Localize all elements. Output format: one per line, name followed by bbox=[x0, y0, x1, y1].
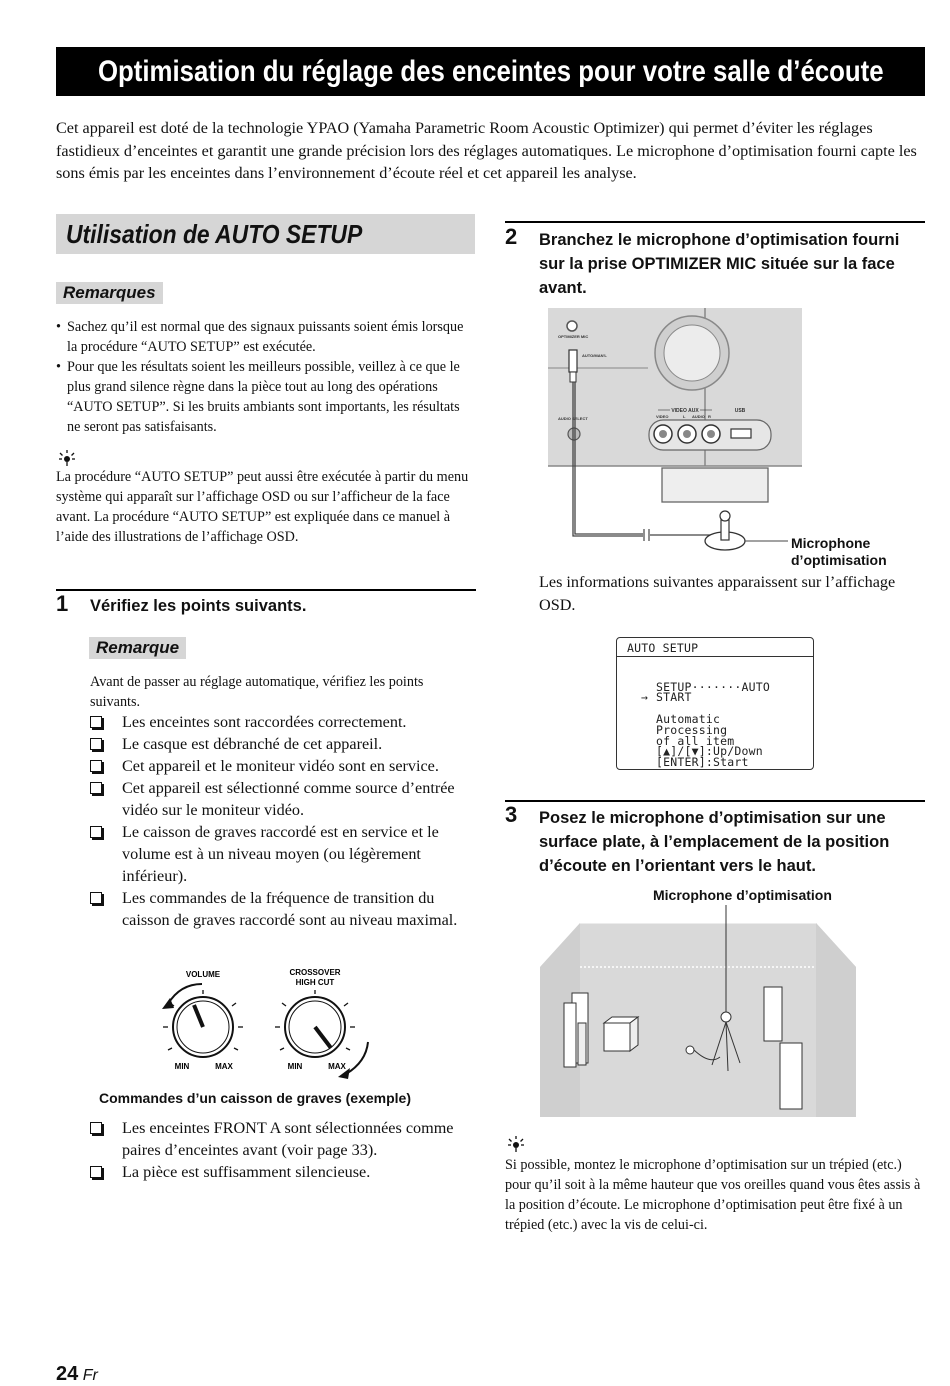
checklist-item bbox=[88, 755, 478, 777]
checklist-text: Les enceintes FRONT A sont sélectionnées comme paires d’enceintes avant (voir page 33). bbox=[122, 1119, 454, 1159]
remarque-text: Avant de passer au réglage automatique, vérifiez les points suivants. bbox=[90, 674, 424, 710]
checklist-text: Cet appareil est sélectionné comme source d’entrée vidéo sur le moniteur vidéo. bbox=[122, 779, 455, 819]
checklist-text: Les commandes de la fréquence de transition du caisson de graves raccordé sont au niveau maximal. bbox=[122, 889, 458, 929]
page-number bbox=[56, 1363, 98, 1386]
checkbox-icon bbox=[90, 1166, 102, 1178]
tip-text: La procédure “AUTO SETUP” peut aussi être exécutée à partir du menu système qui apparaît sur l’affichage OSD ou sur l’afficheur de la face avant. La procédure “AUTO SETUP” est expliquée dans ce manuel à l’aide des illustrations de l’affichage OSD. bbox=[56, 469, 469, 545]
osd-line: START bbox=[656, 690, 692, 704]
remarques-list bbox=[56, 317, 476, 437]
osd-screen bbox=[616, 637, 814, 770]
osd-header: AUTO SETUP bbox=[627, 641, 699, 655]
crossover-max-label: MAX bbox=[328, 1062, 346, 1071]
crossover-label: CROSSOVER bbox=[289, 968, 341, 977]
mic-label: Microphone d’optimisation bbox=[653, 887, 832, 903]
checklist bbox=[88, 711, 478, 931]
speaker-icon bbox=[604, 1017, 638, 1051]
checklist-item bbox=[88, 821, 478, 887]
speaker-icon bbox=[764, 987, 782, 1041]
checklist-item bbox=[88, 711, 478, 733]
checklist-item bbox=[88, 777, 478, 821]
osd-line: [ENTER]:Start bbox=[656, 755, 749, 769]
audio-select-label: AUDIO SELECT bbox=[558, 416, 588, 421]
checklist-item bbox=[88, 1161, 478, 1183]
l-label: L bbox=[683, 414, 686, 419]
knobs-caption: Commandes d’un caisson de graves (exemple) bbox=[99, 1090, 411, 1106]
tip-text: Si possible, montez le microphone d’optimisation sur un trépied (etc.) pour qu’il soit à la même hauteur que vos oreilles quand vous êtes assis à la position d’écoute. Le microphone d’optimisation peut être fixé à un trépied (etc.) avec la vis de celui-ci. bbox=[505, 1157, 921, 1233]
section-title: Utilisation de AUTO SETUP bbox=[66, 218, 363, 249]
checklist-text: Le casque est débranché de cet appareil. bbox=[122, 735, 383, 753]
checkbox-icon bbox=[90, 892, 102, 904]
page-number-value: 24 bbox=[56, 1363, 79, 1385]
mic-callout bbox=[791, 535, 887, 569]
intro-paragraph: Cet appareil est doté de la technologie YPAO (Yamaha Parametric Room Acoustic Optimizer) qui permet d’éviter les réglages fastidieux d’enceintes et garantit une grande précision lors des réglages automatiques. Le microphone d’optimisation fourni capte les sons émis par les enceintes dans l’environnement d’écoute réel et cet appareil les analyse. bbox=[56, 119, 917, 182]
step-divider bbox=[505, 800, 925, 802]
speaker-icon bbox=[564, 993, 588, 1067]
osd-line: Processing bbox=[656, 723, 728, 737]
step-number: 3 bbox=[505, 802, 518, 827]
auto-manual-label: AUTO/MAN'L bbox=[582, 353, 607, 358]
optimizer-mic-label: OPTIMIZER MIC bbox=[558, 334, 589, 339]
page-language: Fr bbox=[82, 1367, 98, 1384]
page-title-bar bbox=[56, 47, 925, 96]
checkbox-icon bbox=[90, 782, 102, 794]
step-divider bbox=[505, 221, 925, 223]
checklist-2 bbox=[88, 1117, 478, 1183]
r-label: R bbox=[708, 414, 711, 419]
step-number: 2 bbox=[505, 224, 518, 249]
video-aux-label: VIDEO AUX bbox=[671, 408, 699, 414]
checkbox-icon bbox=[90, 738, 102, 750]
av-jacks bbox=[654, 425, 720, 443]
remarque-heading bbox=[89, 638, 186, 658]
speaker-icon bbox=[780, 1043, 802, 1109]
osd-line: of all item bbox=[656, 734, 735, 748]
volume-min-label: MIN bbox=[174, 1062, 190, 1071]
checklist-item bbox=[88, 1117, 478, 1161]
room-illustration bbox=[540, 905, 856, 1117]
checkbox-icon bbox=[90, 826, 102, 838]
osd-line: [▲]/[▼]:Up/Down bbox=[656, 744, 763, 758]
tip-icon bbox=[507, 1135, 525, 1157]
checklist-item bbox=[88, 887, 478, 931]
volume-label: VOLUME bbox=[185, 970, 221, 979]
subwoofer-knobs-illustration bbox=[140, 962, 390, 1080]
section-header bbox=[56, 214, 475, 254]
page-title: Optimisation du réglage des enceintes pour votre salle d’écoute bbox=[97, 54, 884, 88]
checklist-text: Les enceintes sont raccordées correctement. bbox=[122, 713, 407, 731]
remarques-item: • Sachez qu’il est normal que des signaux puissants soient émis lorsque la procédure “AUTO SETUP” est exécutée. bbox=[56, 317, 476, 357]
checklist-text: Cet appareil et le moniteur vidéo sont en service. bbox=[122, 757, 439, 775]
highcut-label: HIGH CUT bbox=[295, 978, 335, 987]
checkbox-icon bbox=[90, 716, 102, 728]
step-title: Posez le microphone d’optimisation sur une surface plate, à l’emplacement de la position d’écoute en l’orientant vers le haut. bbox=[539, 809, 890, 875]
checklist-text: Le caisson de graves raccordé est en service et le volume est à un niveau moyen (ou légèrement inférieur). bbox=[122, 823, 439, 885]
step-title: Vérifiez les points suivants. bbox=[90, 597, 307, 615]
microphone-icon bbox=[705, 511, 745, 550]
step2-after-text: Les informations suivantes apparaissent sur l’affichage OSD. bbox=[539, 573, 896, 614]
remarques-heading bbox=[56, 283, 163, 303]
mic-callout-line: Microphone bbox=[791, 535, 871, 551]
remarques-label: Remarques bbox=[56, 282, 163, 304]
osd-line: SETUP·······AUTO bbox=[656, 680, 770, 694]
checkbox-icon bbox=[90, 1122, 102, 1134]
osd-line: Automatic bbox=[656, 712, 721, 726]
audio-label: AUDIO bbox=[692, 414, 705, 419]
remarque-label: Remarque bbox=[89, 637, 186, 659]
front-panel-illustration bbox=[548, 308, 898, 564]
remarques-item: • Pour que les résultats soient les meilleurs possible, veillez à ce que le plus grand silence règne dans la pièce tout au long des opérations “AUTO SETUP”. Si les bruits ambiants sont importants, les résultats ne seront pas satisfaisants. bbox=[56, 357, 476, 437]
video-label: VIDEO bbox=[656, 414, 669, 419]
step-divider bbox=[56, 589, 476, 591]
checklist-item bbox=[88, 733, 478, 755]
volume-knob bbox=[162, 984, 243, 1057]
volume-max-label: MAX bbox=[215, 1062, 233, 1071]
step-title: Branchez le microphone d’optimisation fourni sur la prise OPTIMIZER MIC située sur la face avant. bbox=[539, 231, 900, 297]
step-number: 1 bbox=[56, 591, 69, 616]
usb-port bbox=[731, 429, 751, 438]
crossover-min-label: MIN bbox=[287, 1062, 303, 1071]
osd-cursor-icon: → bbox=[641, 690, 649, 704]
checklist-text: La pièce est suffisamment silencieuse. bbox=[122, 1163, 371, 1181]
mic-callout-line: d’optimisation bbox=[791, 552, 887, 568]
checkbox-icon bbox=[90, 760, 102, 772]
usb-label: USB bbox=[734, 408, 746, 414]
